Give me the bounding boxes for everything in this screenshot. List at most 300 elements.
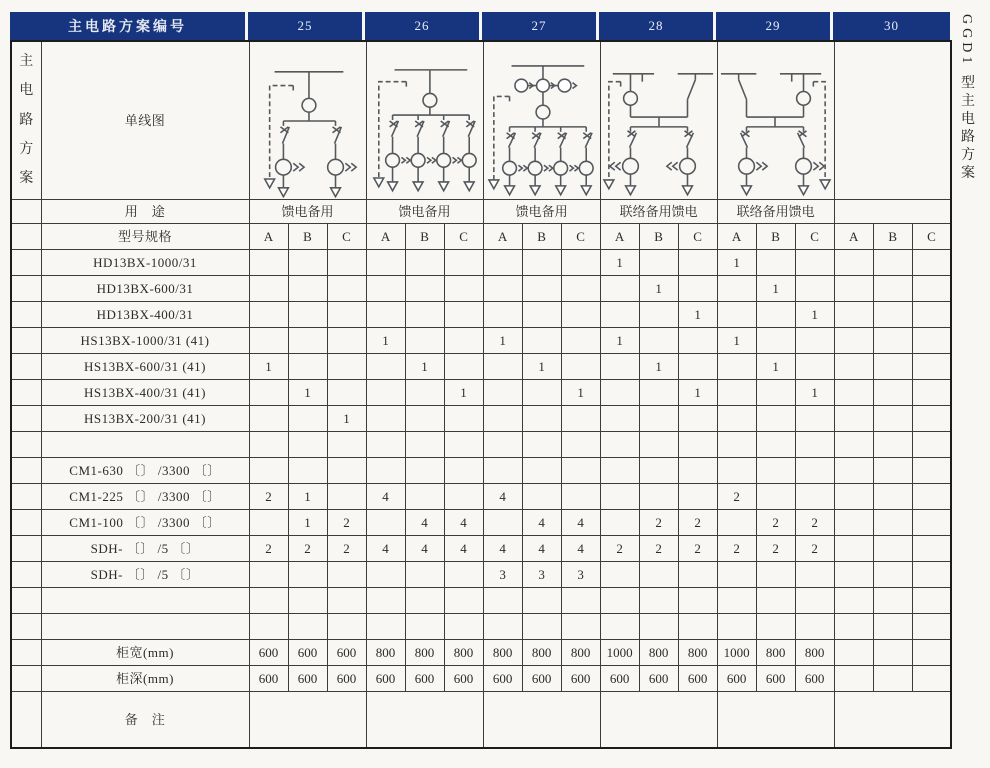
value-cell-27-B bbox=[522, 275, 561, 301]
value-cell-29-C bbox=[795, 483, 834, 509]
value-cell-25-C: 600 bbox=[327, 639, 366, 665]
value-cell-26-A bbox=[366, 275, 405, 301]
scheme-number-26: 26 bbox=[365, 12, 482, 40]
main-circuit-table bbox=[10, 40, 952, 749]
value-cell-27-B: 4 bbox=[522, 535, 561, 561]
value-cell-30-C bbox=[912, 431, 951, 457]
left-gutter-cell bbox=[11, 509, 41, 535]
value-cell-28-B bbox=[639, 587, 678, 613]
value-cell-26-C bbox=[444, 613, 483, 639]
value-cell-25-B bbox=[288, 353, 327, 379]
value-cell-25-A bbox=[249, 249, 288, 275]
value-cell-28-A bbox=[600, 301, 639, 327]
value-cell-26-B bbox=[405, 405, 444, 431]
value-cell-30-A bbox=[834, 483, 873, 509]
diagram-row bbox=[11, 41, 951, 199]
value-cell-28-C: 800 bbox=[678, 639, 717, 665]
value-cell-25-A bbox=[249, 613, 288, 639]
value-cell-29-C bbox=[795, 613, 834, 639]
remark-28 bbox=[600, 691, 717, 748]
table-row bbox=[11, 249, 951, 275]
value-cell-25-C bbox=[327, 613, 366, 639]
value-cell-29-C: 800 bbox=[795, 639, 834, 665]
value-cell-29-B: 600 bbox=[756, 665, 795, 691]
value-cell-29-C bbox=[795, 587, 834, 613]
value-cell-28-B: 2 bbox=[639, 509, 678, 535]
value-cell-29-A bbox=[717, 379, 756, 405]
left-gutter-cell bbox=[11, 561, 41, 587]
remark-label: 备 注 bbox=[41, 691, 249, 748]
value-cell-28-C bbox=[678, 353, 717, 379]
value-cell-28-A bbox=[600, 431, 639, 457]
value-cell-28-B bbox=[639, 483, 678, 509]
row-label: HS13BX-1000/31 (41) bbox=[41, 327, 249, 353]
value-cell-28-C bbox=[678, 457, 717, 483]
row-label: SDH- 〔〕 /5 〔〕 bbox=[41, 535, 249, 561]
value-cell-26-B bbox=[405, 327, 444, 353]
value-cell-25-B bbox=[288, 249, 327, 275]
value-cell-30-B bbox=[873, 379, 912, 405]
value-cell-28-C bbox=[678, 275, 717, 301]
value-cell-29-C bbox=[795, 353, 834, 379]
value-cell-26-C bbox=[444, 275, 483, 301]
usage-row bbox=[11, 199, 951, 223]
value-cell-29-C: 1 bbox=[795, 379, 834, 405]
value-cell-28-C: 1 bbox=[678, 379, 717, 405]
value-cell-28-A: 600 bbox=[600, 665, 639, 691]
value-cell-26-A bbox=[366, 379, 405, 405]
row-label: HS13BX-600/31 (41) bbox=[41, 353, 249, 379]
value-cell-26-C: 800 bbox=[444, 639, 483, 665]
value-cell-25-C bbox=[327, 431, 366, 457]
single-line-diagram-30-empty bbox=[834, 41, 951, 199]
value-cell-27-A bbox=[483, 275, 522, 301]
value-cell-30-B bbox=[873, 431, 912, 457]
value-cell-30-A bbox=[834, 379, 873, 405]
value-cell-26-B bbox=[405, 613, 444, 639]
table-row bbox=[11, 457, 951, 483]
value-cell-25-A bbox=[249, 379, 288, 405]
table-row bbox=[11, 483, 951, 509]
value-cell-27-A: 600 bbox=[483, 665, 522, 691]
usage-28: 联络备用馈电 bbox=[600, 199, 717, 223]
value-cell-25-A bbox=[249, 301, 288, 327]
value-cell-26-B: 1 bbox=[405, 353, 444, 379]
value-cell-28-A bbox=[600, 405, 639, 431]
value-cell-27-B bbox=[522, 431, 561, 457]
value-cell-27-C: 3 bbox=[561, 561, 600, 587]
value-cell-30-A bbox=[834, 639, 873, 665]
value-cell-29-C bbox=[795, 249, 834, 275]
value-cell-29-C: 600 bbox=[795, 665, 834, 691]
value-cell-30-C bbox=[912, 457, 951, 483]
value-cell-26-A bbox=[366, 249, 405, 275]
value-cell-25-B bbox=[288, 457, 327, 483]
subcol-25-C: C bbox=[327, 223, 366, 249]
value-cell-30-B bbox=[873, 561, 912, 587]
single-line-diagram-26 bbox=[366, 41, 483, 199]
remark-29 bbox=[717, 691, 834, 748]
value-cell-28-C bbox=[678, 483, 717, 509]
value-cell-26-C: 4 bbox=[444, 535, 483, 561]
value-cell-26-B: 4 bbox=[405, 509, 444, 535]
value-cell-26-A: 800 bbox=[366, 639, 405, 665]
value-cell-26-B bbox=[405, 379, 444, 405]
value-cell-26-B: 4 bbox=[405, 535, 444, 561]
left-gutter-cell bbox=[11, 327, 41, 353]
subcol-26-A: A bbox=[366, 223, 405, 249]
value-cell-26-B bbox=[405, 431, 444, 457]
value-cell-25-B bbox=[288, 405, 327, 431]
value-cell-28-A: 1 bbox=[600, 249, 639, 275]
value-cell-30-C bbox=[912, 275, 951, 301]
value-cell-30-B bbox=[873, 535, 912, 561]
value-cell-30-B bbox=[873, 665, 912, 691]
value-cell-27-C bbox=[561, 301, 600, 327]
value-cell-27-C: 600 bbox=[561, 665, 600, 691]
value-cell-30-A bbox=[834, 665, 873, 691]
value-cell-25-C bbox=[327, 587, 366, 613]
value-cell-25-A bbox=[249, 561, 288, 587]
value-cell-27-C: 1 bbox=[561, 379, 600, 405]
value-cell-26-A bbox=[366, 509, 405, 535]
subcol-28-C: C bbox=[678, 223, 717, 249]
value-cell-28-A bbox=[600, 275, 639, 301]
value-cell-25-B bbox=[288, 301, 327, 327]
value-cell-28-A: 1000 bbox=[600, 639, 639, 665]
value-cell-25-B bbox=[288, 613, 327, 639]
value-cell-28-C: 2 bbox=[678, 509, 717, 535]
value-cell-30-B bbox=[873, 639, 912, 665]
table-row bbox=[11, 613, 951, 639]
value-cell-26-C bbox=[444, 405, 483, 431]
value-cell-29-A bbox=[717, 457, 756, 483]
value-cell-28-A bbox=[600, 561, 639, 587]
value-cell-26-A bbox=[366, 353, 405, 379]
table-row bbox=[11, 561, 951, 587]
value-cell-29-B bbox=[756, 431, 795, 457]
value-cell-28-C bbox=[678, 431, 717, 457]
value-cell-27-A: 800 bbox=[483, 639, 522, 665]
value-cell-25-C bbox=[327, 353, 366, 379]
value-cell-26-B bbox=[405, 301, 444, 327]
value-cell-27-C bbox=[561, 353, 600, 379]
value-cell-27-B: 800 bbox=[522, 639, 561, 665]
value-cell-30-A bbox=[834, 301, 873, 327]
header-title: 主电路方案编号 bbox=[10, 12, 248, 40]
remark-30 bbox=[834, 691, 951, 748]
value-cell-26-A bbox=[366, 587, 405, 613]
value-cell-30-C bbox=[912, 249, 951, 275]
value-cell-27-A: 4 bbox=[483, 535, 522, 561]
value-cell-26-B bbox=[405, 249, 444, 275]
value-cell-28-C: 600 bbox=[678, 665, 717, 691]
value-cell-29-B bbox=[756, 613, 795, 639]
value-cell-30-B bbox=[873, 249, 912, 275]
value-cell-29-A: 2 bbox=[717, 535, 756, 561]
value-cell-29-C bbox=[795, 405, 834, 431]
value-cell-28-A bbox=[600, 483, 639, 509]
value-cell-30-A bbox=[834, 587, 873, 613]
value-cell-28-A: 2 bbox=[600, 535, 639, 561]
value-cell-27-C: 4 bbox=[561, 509, 600, 535]
value-cell-25-A: 1 bbox=[249, 353, 288, 379]
value-cell-30-C bbox=[912, 613, 951, 639]
subcol-29-A: A bbox=[717, 223, 756, 249]
value-cell-29-A: 1 bbox=[717, 327, 756, 353]
value-cell-25-C: 2 bbox=[327, 535, 366, 561]
spec-label: 型号规格 bbox=[41, 223, 249, 249]
remark-27 bbox=[483, 691, 600, 748]
value-cell-25-B bbox=[288, 275, 327, 301]
value-cell-28-B bbox=[639, 457, 678, 483]
table-row bbox=[11, 353, 951, 379]
value-cell-29-B bbox=[756, 301, 795, 327]
value-cell-26-C bbox=[444, 353, 483, 379]
value-cell-27-B bbox=[522, 379, 561, 405]
row-label: HS13BX-400/31 (41) bbox=[41, 379, 249, 405]
value-cell-30-C bbox=[912, 327, 951, 353]
value-cell-26-B bbox=[405, 561, 444, 587]
value-cell-28-B: 1 bbox=[639, 353, 678, 379]
value-cell-29-A bbox=[717, 613, 756, 639]
left-gutter-cell bbox=[11, 483, 41, 509]
value-cell-30-C bbox=[912, 301, 951, 327]
value-cell-30-B bbox=[873, 353, 912, 379]
value-cell-27-C bbox=[561, 327, 600, 353]
value-cell-25-A bbox=[249, 431, 288, 457]
value-cell-25-C bbox=[327, 457, 366, 483]
value-cell-29-C: 2 bbox=[795, 509, 834, 535]
value-cell-28-A bbox=[600, 587, 639, 613]
usage-26: 馈电备用 bbox=[366, 199, 483, 223]
value-cell-26-C: 600 bbox=[444, 665, 483, 691]
subcol-26-B: B bbox=[405, 223, 444, 249]
row-label: CM1-630 〔〕 /3300 〔〕 bbox=[41, 457, 249, 483]
value-cell-25-A: 2 bbox=[249, 535, 288, 561]
value-cell-26-C bbox=[444, 431, 483, 457]
left-gutter-cell bbox=[11, 379, 41, 405]
value-cell-29-C bbox=[795, 431, 834, 457]
remark-25 bbox=[249, 691, 366, 748]
value-cell-25-A bbox=[249, 405, 288, 431]
value-cell-26-A bbox=[366, 405, 405, 431]
value-cell-27-B: 4 bbox=[522, 509, 561, 535]
value-cell-28-B bbox=[639, 613, 678, 639]
value-cell-29-B bbox=[756, 457, 795, 483]
value-cell-27-A bbox=[483, 431, 522, 457]
left-gutter-cell bbox=[11, 249, 41, 275]
row-label: HS13BX-200/31 (41) bbox=[41, 405, 249, 431]
subcol-28-B: B bbox=[639, 223, 678, 249]
subcol-29-C: C bbox=[795, 223, 834, 249]
value-cell-25-A bbox=[249, 327, 288, 353]
scheme-number-28: 28 bbox=[599, 12, 716, 40]
value-cell-25-A: 600 bbox=[249, 665, 288, 691]
value-cell-27-C bbox=[561, 431, 600, 457]
row-label bbox=[41, 587, 249, 613]
value-cell-27-A bbox=[483, 457, 522, 483]
row-label bbox=[41, 431, 249, 457]
value-cell-29-A bbox=[717, 275, 756, 301]
value-cell-26-A: 1 bbox=[366, 327, 405, 353]
table-row bbox=[11, 431, 951, 457]
value-cell-29-B bbox=[756, 587, 795, 613]
table-row bbox=[11, 665, 951, 691]
value-cell-27-A: 4 bbox=[483, 483, 522, 509]
value-cell-25-C bbox=[327, 275, 366, 301]
subcol-30-B: B bbox=[873, 223, 912, 249]
value-cell-25-B bbox=[288, 587, 327, 613]
value-cell-25-A: 600 bbox=[249, 639, 288, 665]
value-cell-27-A: 1 bbox=[483, 327, 522, 353]
value-cell-28-C bbox=[678, 327, 717, 353]
scheme-number-29: 29 bbox=[716, 12, 833, 40]
subcol-25-A: A bbox=[249, 223, 288, 249]
value-cell-26-A: 4 bbox=[366, 483, 405, 509]
value-cell-30-A bbox=[834, 327, 873, 353]
value-cell-29-A bbox=[717, 301, 756, 327]
value-cell-25-C bbox=[327, 301, 366, 327]
value-cell-26-B bbox=[405, 587, 444, 613]
value-cell-28-A bbox=[600, 379, 639, 405]
value-cell-28-B bbox=[639, 561, 678, 587]
value-cell-28-C bbox=[678, 405, 717, 431]
value-cell-30-A bbox=[834, 353, 873, 379]
value-cell-25-B: 2 bbox=[288, 535, 327, 561]
value-cell-26-C bbox=[444, 561, 483, 587]
usage-25: 馈电备用 bbox=[249, 199, 366, 223]
value-cell-29-B bbox=[756, 327, 795, 353]
value-cell-29-B bbox=[756, 379, 795, 405]
value-cell-25-C: 2 bbox=[327, 509, 366, 535]
value-cell-27-C bbox=[561, 613, 600, 639]
value-cell-26-A bbox=[366, 431, 405, 457]
value-cell-28-C: 2 bbox=[678, 535, 717, 561]
value-cell-29-A: 600 bbox=[717, 665, 756, 691]
value-cell-30-A bbox=[834, 509, 873, 535]
value-cell-30-A bbox=[834, 561, 873, 587]
value-cell-27-B bbox=[522, 301, 561, 327]
left-gutter-cell bbox=[11, 587, 41, 613]
value-cell-28-B bbox=[639, 327, 678, 353]
left-gutter-cell bbox=[11, 431, 41, 457]
value-cell-27-A bbox=[483, 405, 522, 431]
value-cell-26-A: 4 bbox=[366, 535, 405, 561]
value-cell-29-C: 1 bbox=[795, 301, 834, 327]
value-cell-30-B bbox=[873, 275, 912, 301]
value-cell-27-A bbox=[483, 249, 522, 275]
value-cell-28-B: 1 bbox=[639, 275, 678, 301]
value-cell-27-C bbox=[561, 457, 600, 483]
value-cell-25-B bbox=[288, 327, 327, 353]
left-gutter-cell bbox=[11, 405, 41, 431]
value-cell-28-A: 1 bbox=[600, 327, 639, 353]
value-cell-28-B: 600 bbox=[639, 665, 678, 691]
value-cell-27-B bbox=[522, 327, 561, 353]
value-cell-25-A bbox=[249, 275, 288, 301]
value-cell-25-C bbox=[327, 249, 366, 275]
subcol-25-B: B bbox=[288, 223, 327, 249]
value-cell-25-A bbox=[249, 587, 288, 613]
value-cell-27-C: 4 bbox=[561, 535, 600, 561]
value-cell-27-A bbox=[483, 353, 522, 379]
spec-rows bbox=[11, 249, 951, 691]
row-label: CM1-225 〔〕 /3300 〔〕 bbox=[41, 483, 249, 509]
left-gutter-cell bbox=[11, 223, 41, 249]
value-cell-27-B bbox=[522, 483, 561, 509]
value-cell-30-B bbox=[873, 327, 912, 353]
subcol-30-C: C bbox=[912, 223, 951, 249]
value-cell-29-B bbox=[756, 405, 795, 431]
value-cell-28-A bbox=[600, 613, 639, 639]
left-gutter-cell bbox=[11, 199, 41, 223]
value-cell-29-C bbox=[795, 457, 834, 483]
value-cell-29-A: 1000 bbox=[717, 639, 756, 665]
table-row bbox=[11, 535, 951, 561]
value-cell-28-B bbox=[639, 405, 678, 431]
value-cell-29-B: 2 bbox=[756, 535, 795, 561]
value-cell-30-C bbox=[912, 353, 951, 379]
value-cell-27-A bbox=[483, 587, 522, 613]
value-cell-29-B: 800 bbox=[756, 639, 795, 665]
value-cell-26-C bbox=[444, 301, 483, 327]
value-cell-29-A bbox=[717, 405, 756, 431]
value-cell-30-A bbox=[834, 431, 873, 457]
value-cell-28-B bbox=[639, 249, 678, 275]
value-cell-29-B: 1 bbox=[756, 353, 795, 379]
usage-30 bbox=[834, 199, 951, 223]
value-cell-26-B bbox=[405, 457, 444, 483]
value-cell-28-C bbox=[678, 587, 717, 613]
value-cell-28-A bbox=[600, 509, 639, 535]
value-cell-30-B bbox=[873, 509, 912, 535]
row-label bbox=[41, 613, 249, 639]
value-cell-27-B bbox=[522, 587, 561, 613]
value-cell-25-B: 1 bbox=[288, 509, 327, 535]
value-cell-27-B: 3 bbox=[522, 561, 561, 587]
value-cell-27-B bbox=[522, 613, 561, 639]
value-cell-29-B bbox=[756, 483, 795, 509]
value-cell-30-A bbox=[834, 249, 873, 275]
table-row bbox=[11, 587, 951, 613]
value-cell-28-C: 1 bbox=[678, 301, 717, 327]
value-cell-30-C bbox=[912, 535, 951, 561]
table-row bbox=[11, 275, 951, 301]
value-cell-29-C: 2 bbox=[795, 535, 834, 561]
value-cell-28-B: 2 bbox=[639, 535, 678, 561]
value-cell-27-A bbox=[483, 613, 522, 639]
left-gutter-cell bbox=[11, 457, 41, 483]
value-cell-26-B bbox=[405, 275, 444, 301]
page-side-caption: GGD1 型主电路方案 bbox=[959, 14, 974, 183]
value-cell-27-C bbox=[561, 483, 600, 509]
subcol-29-B: B bbox=[756, 223, 795, 249]
value-cell-27-B: 600 bbox=[522, 665, 561, 691]
value-cell-25-B bbox=[288, 431, 327, 457]
value-cell-26-B bbox=[405, 483, 444, 509]
left-gutter-cell bbox=[11, 639, 41, 665]
value-cell-30-B bbox=[873, 405, 912, 431]
value-cell-30-C bbox=[912, 379, 951, 405]
value-cell-29-C bbox=[795, 561, 834, 587]
value-cell-28-C bbox=[678, 561, 717, 587]
value-cell-26-B: 600 bbox=[405, 665, 444, 691]
value-cell-27-B bbox=[522, 457, 561, 483]
value-cell-26-C bbox=[444, 457, 483, 483]
value-cell-28-B bbox=[639, 301, 678, 327]
row-label: CM1-100 〔〕 /3300 〔〕 bbox=[41, 509, 249, 535]
